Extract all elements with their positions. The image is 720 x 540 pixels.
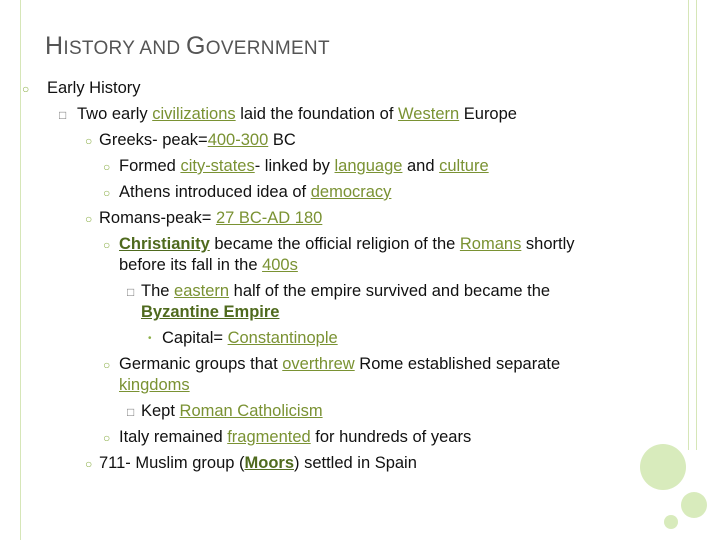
- frame-line-right-2: [696, 0, 697, 450]
- square-marker-icon: □: [127, 285, 135, 299]
- list-item: □ The eastern half of the empire survived and became the: [127, 282, 551, 300]
- list-item-continued: Byzantine Empire: [141, 303, 280, 321]
- list-item: □ Kept Roman Catholicism: [127, 402, 323, 420]
- list-item: ○ Germanic groups that overthrew Rome established separate: [103, 355, 561, 373]
- list-item: • Capital= Constantinople: [148, 329, 338, 347]
- list-item: ○ Italy remained fragmented for hundreds of years: [103, 428, 472, 446]
- decor-circle-medium: [681, 492, 707, 518]
- bullet-marker-icon: ○: [85, 457, 93, 471]
- bullet-marker-icon: ○: [103, 160, 111, 174]
- list-item-continued: before its fall in the 400s: [119, 256, 298, 274]
- list-item: ○ Romans-peak= 27 BC-AD 180: [85, 209, 323, 227]
- frame-line-right: [688, 0, 689, 450]
- list-item: ○ Formed city-states- linked by language and culture: [103, 157, 489, 175]
- list-item: ○ 711- Muslim group (Moors) settled in Spain: [85, 454, 417, 472]
- decor-circle-large: [640, 444, 686, 490]
- bullet-marker-icon: ○: [103, 238, 111, 252]
- list-item: ○ Christianity became the official religion of the Romans shortly: [103, 235, 575, 253]
- bullet-marker-icon: ○: [103, 186, 111, 200]
- list-item: ○ Greeks- peak=400-300 BC: [85, 131, 296, 149]
- bullet-marker-icon: ○: [22, 82, 30, 96]
- bullet-marker-icon: ○: [85, 212, 93, 226]
- bullet-marker-icon: ○: [103, 358, 111, 372]
- bullet-marker-icon: ○: [103, 431, 111, 445]
- square-marker-icon: □: [59, 108, 67, 122]
- bullet-marker-icon: ○: [85, 134, 93, 148]
- list-item-continued: kingdoms: [119, 376, 190, 394]
- square-marker-icon: □: [127, 405, 135, 419]
- decor-circle-small: [664, 515, 678, 529]
- list-item: ○ Early History: [22, 79, 141, 97]
- frame-line-left: [20, 0, 21, 540]
- slide-title: HISTORY AND GOVERNMENT: [45, 32, 330, 60]
- dot-marker-icon: •: [148, 333, 152, 344]
- list-item: □ Two early civilizations laid the foundation of Western Europe: [59, 105, 517, 123]
- list-item: ○ Athens introduced idea of democracy: [103, 183, 392, 201]
